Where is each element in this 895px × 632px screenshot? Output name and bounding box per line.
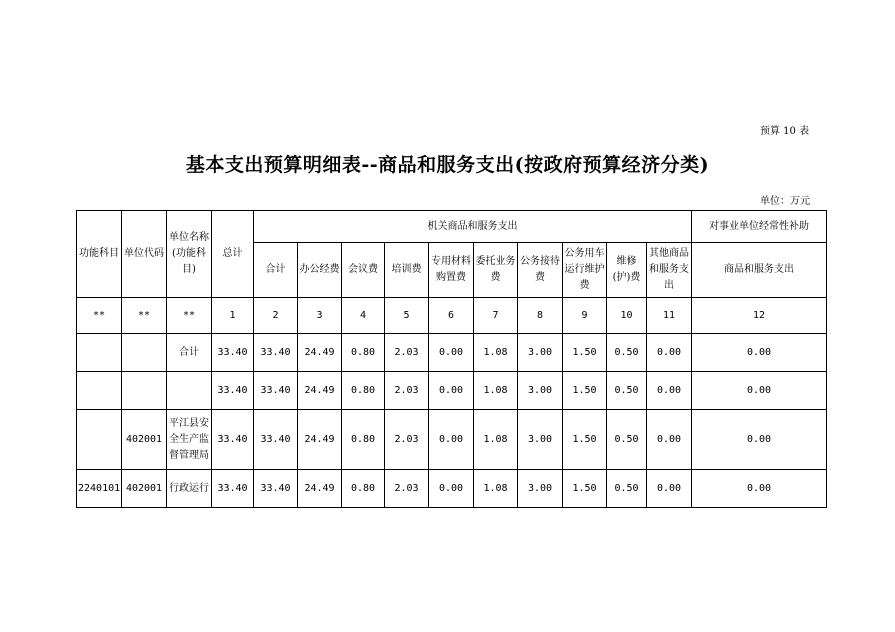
cell-meeting: 0.80 — [342, 334, 385, 372]
header-unit-code: 单位代码 — [122, 211, 167, 298]
table-row — [77, 410, 827, 470]
header-group-agency: 机关商品和服务支出 — [254, 211, 692, 243]
cell-total: 33.40 — [212, 372, 254, 410]
cell-vehicle: 1.50 — [563, 334, 607, 372]
cell-unit-name: 行政运行 — [167, 470, 212, 508]
cell-total: 33.40 — [212, 410, 254, 470]
cell-training: 2.03 — [385, 470, 429, 508]
cell-func-code: 2240101 — [77, 470, 122, 508]
cell-training: 2.03 — [385, 410, 429, 470]
cell-goods-services: 0.00 — [692, 470, 827, 508]
cell-office: 24.49 — [298, 410, 342, 470]
cell-commission: 1.08 — [474, 410, 518, 470]
cell-func-code — [77, 334, 122, 372]
cell-other: 0.00 — [647, 334, 692, 372]
cell-unit-name — [167, 372, 212, 410]
header-sub-commission: 委托业务费 — [474, 243, 518, 298]
cell-subtotal: 33.40 — [254, 334, 298, 372]
cell-training: 2.03 — [385, 372, 429, 410]
cell-commission: 1.08 — [474, 470, 518, 508]
cell-meeting: 0.80 — [342, 470, 385, 508]
cell-materials: 0.00 — [429, 410, 474, 470]
cell-goods-services: 0.00 — [692, 372, 827, 410]
cell-materials: 0.00 — [429, 470, 474, 508]
cell-unit-code — [122, 334, 167, 372]
unit-label: 单位：万元 — [760, 196, 810, 207]
cell-repair: 0.50 — [607, 372, 647, 410]
cell-other: 0.00 — [647, 372, 692, 410]
index-cell: 2 — [254, 298, 298, 334]
header-sub-total: 合计 — [254, 243, 298, 298]
cell-goods-services: 0.00 — [692, 334, 827, 372]
header-unit-name: 单位名称(功能科目) — [167, 211, 212, 298]
cell-total: 33.40 — [212, 334, 254, 372]
index-row — [77, 298, 827, 334]
cell-vehicle: 1.50 — [563, 372, 607, 410]
page-title: 基本支出预算明细表--商品和服务支出(按政府预算经济分类) — [185, 154, 710, 176]
table-row — [77, 372, 827, 410]
index-cell: 9 — [563, 298, 607, 334]
cell-func-code — [77, 372, 122, 410]
index-cell: 4 — [342, 298, 385, 334]
cell-reception: 3.00 — [518, 410, 563, 470]
cell-office: 24.49 — [298, 372, 342, 410]
header-total: 总计 — [212, 211, 254, 298]
header-sub-repair: 维修(护)费 — [607, 243, 647, 298]
cell-repair: 0.50 — [607, 334, 647, 372]
index-cell: ** — [122, 298, 167, 334]
cell-other: 0.00 — [647, 410, 692, 470]
cell-subtotal: 33.40 — [254, 470, 298, 508]
cell-commission: 1.08 — [474, 334, 518, 372]
cell-other: 0.00 — [647, 470, 692, 508]
header-sub-other: 其他商品和服务支出 — [647, 243, 692, 298]
cell-subtotal: 33.40 — [254, 372, 298, 410]
header-sub-vehicle: 公务用车运行维护费 — [563, 243, 607, 298]
cell-unit-code: 402001 — [122, 410, 167, 470]
cell-unit-name: 合计 — [167, 334, 212, 372]
header-func-code: 功能科目 — [77, 211, 122, 298]
cell-materials: 0.00 — [429, 334, 474, 372]
table-row — [77, 334, 827, 372]
cell-materials: 0.00 — [429, 372, 474, 410]
header-sub-reception: 公务接待费 — [518, 243, 563, 298]
cell-vehicle: 1.50 — [563, 470, 607, 508]
index-cell: 11 — [647, 298, 692, 334]
cell-unit-code — [122, 372, 167, 410]
index-cell: 7 — [474, 298, 518, 334]
header-sub-goods-services: 商品和服务支出 — [692, 243, 827, 298]
index-cell: 10 — [607, 298, 647, 334]
cell-unit-name: 平江县安全生产监督管理局 — [167, 410, 212, 470]
cell-training: 2.03 — [385, 334, 429, 372]
index-cell: 8 — [518, 298, 563, 334]
header-sub-training: 培训费 — [385, 243, 429, 298]
form-number: 预算 10 表 — [760, 126, 810, 137]
header-sub-meeting: 会议费 — [342, 243, 385, 298]
index-cell: 6 — [429, 298, 474, 334]
cell-total: 33.40 — [212, 470, 254, 508]
cell-commission: 1.08 — [474, 372, 518, 410]
index-cell: 12 — [692, 298, 827, 334]
cell-meeting: 0.80 — [342, 372, 385, 410]
index-cell: 1 — [212, 298, 254, 334]
cell-reception: 3.00 — [518, 372, 563, 410]
index-cell: ** — [77, 298, 122, 334]
header-sub-office: 办公经费 — [298, 243, 342, 298]
cell-reception: 3.00 — [518, 470, 563, 508]
budget-table — [76, 210, 827, 508]
index-cell: 3 — [298, 298, 342, 334]
cell-subtotal: 33.40 — [254, 410, 298, 470]
cell-repair: 0.50 — [607, 410, 647, 470]
cell-office: 24.49 — [298, 470, 342, 508]
cell-func-code — [77, 410, 122, 470]
table-row — [77, 470, 827, 508]
cell-goods-services: 0.00 — [692, 410, 827, 470]
cell-office: 24.49 — [298, 334, 342, 372]
header-group-subsidy: 对事业单位经常性补助 — [692, 211, 827, 243]
cell-unit-code: 402001 — [122, 470, 167, 508]
header-sub-materials: 专用材料购置费 — [429, 243, 474, 298]
cell-repair: 0.50 — [607, 470, 647, 508]
cell-vehicle: 1.50 — [563, 410, 607, 470]
index-cell: 5 — [385, 298, 429, 334]
cell-meeting: 0.80 — [342, 410, 385, 470]
cell-reception: 3.00 — [518, 334, 563, 372]
index-cell: ** — [167, 298, 212, 334]
